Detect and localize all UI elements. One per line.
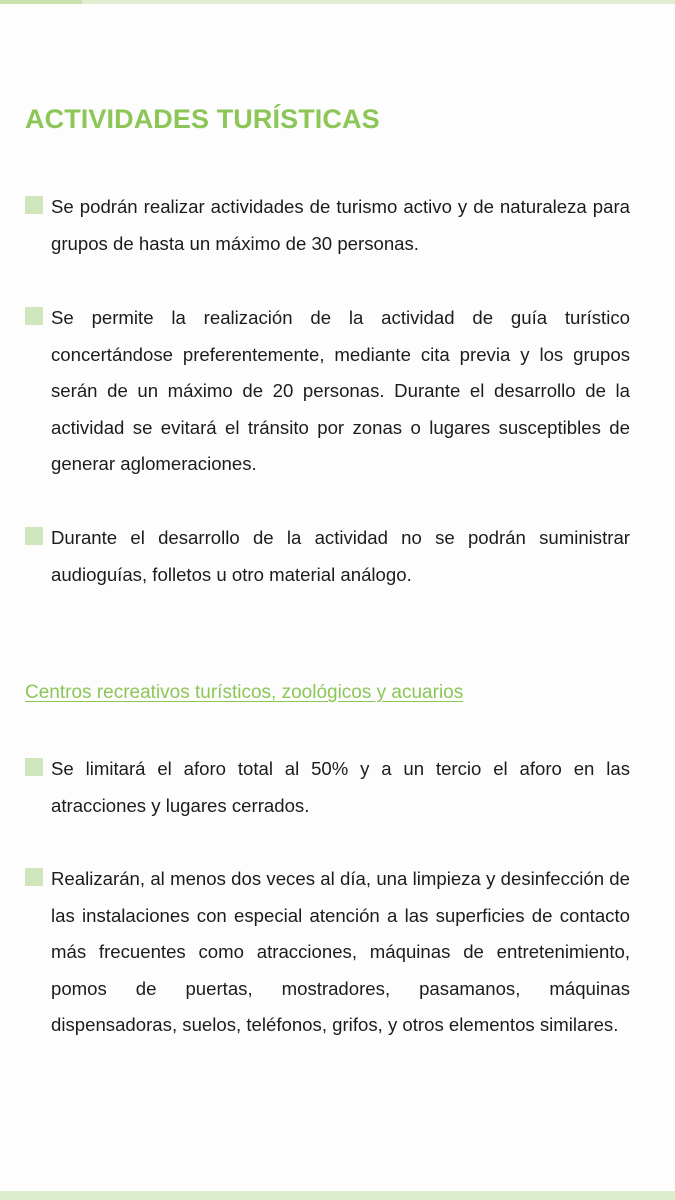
list-item-text: Realizarán, al menos dos veces al día, una limpieza y desinfección de las instalaciones con especial atención a las superficies de contacto más frecuentes como atracciones, máquinas de entretenimiento, pomos de puertas, mostradores, pasamanos, máquinas dispensadoras, suelos, teléfonos, grifos, y otros elementos similares. — [51, 868, 630, 1035]
list-item — [25, 751, 630, 824]
list-item — [25, 520, 630, 593]
top-decorative-bar — [0, 0, 675, 4]
square-bullet-icon — [25, 527, 43, 545]
list-item-text: Durante el desarrollo de la actividad no se podrán suministrar audioguías, folletos u otro material análogo. — [51, 527, 630, 585]
square-bullet-icon — [25, 196, 43, 214]
list-item-text: Se permite la realización de la actividad de guía turístico concertándose preferentemente, mediante cita previa y los grupos serán de un máximo de 20 personas. Durante el desarrollo de la actividad se evitará el tránsito por zonas o lugares susceptibles de generar aglomeraciones. — [51, 307, 630, 474]
list-item — [25, 861, 630, 1044]
list-item-text: Se podrán realizar actividades de turismo activo y de naturaleza para grupos de hasta un máximo de 30 personas. — [51, 196, 630, 254]
page-title: ACTIVIDADES TURÍSTICAS — [25, 104, 380, 134]
list-item-text: Se limitará el aforo total al 50% y a un tercio el aforo en las atracciones y lugares cerrados. — [51, 758, 630, 816]
top-bar-accent — [0, 0, 82, 4]
list-item — [25, 189, 630, 262]
square-bullet-icon — [25, 307, 43, 325]
square-bullet-icon — [25, 758, 43, 776]
square-bullet-icon — [25, 868, 43, 886]
section-link-centros[interactable]: Centros recreativos turísticos, zoológicos y acuarios — [25, 682, 464, 703]
bottom-decorative-bar — [0, 1191, 675, 1200]
list-item — [25, 300, 630, 483]
